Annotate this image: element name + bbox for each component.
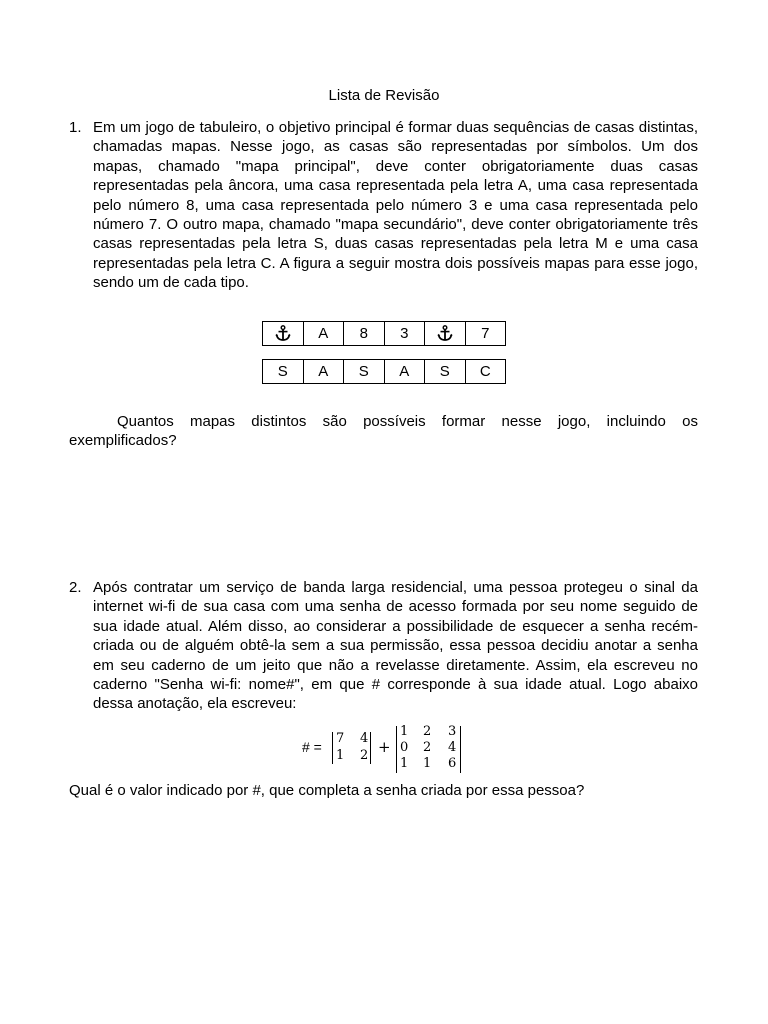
map-secundario-cell: C (465, 359, 507, 384)
map-principal-cell: 7 (465, 321, 507, 346)
question-2-number: 2. (69, 579, 82, 596)
map-secundario-cell: A (303, 359, 345, 384)
matrix-b-cell: 2 (423, 724, 432, 739)
matrix-b-cell: 1 (400, 724, 409, 739)
map-secundario-cell: S (424, 359, 466, 384)
question-1-line: Em um jogo de tabuleiro, o objetivo principal é formar duas sequências de casas distintas, (93, 119, 698, 136)
question-2-line: criada ou de alguém obtê-la sem a sua permissão, essa pessoa decidiu anotar a senha (93, 637, 698, 655)
map-principal-cell (262, 321, 304, 346)
formula-lhs: # = (302, 739, 322, 755)
matrix-b-cell: 1 (400, 756, 409, 771)
matrix-a-cell: 2 (360, 748, 369, 763)
determinant-formula (302, 726, 472, 774)
anchor-icon (275, 325, 291, 342)
matrix-b-cell: 1 (423, 756, 432, 771)
question-2-line: sua idade atual. Além disso, ao considerar a possibilidade de esquecer a senha recém- (93, 617, 698, 635)
question-1-line: pelo número 8, uma casa representada pelo número 3 e uma casa representada pelo (93, 196, 698, 214)
question-1-line: representadas pela letra C. A figura a seguir mostra dois possíveis mapas para esse jogo, (93, 254, 698, 272)
matrix-a-cell: 7 (336, 731, 345, 746)
matrix-a-cell: 1 (336, 748, 345, 763)
matrix-b-right-bar (460, 726, 461, 773)
matrix-a-right-bar (370, 732, 371, 764)
question-1-line: representadas pela âncora, uma casa representada pela letra A, uma casa representada (93, 177, 698, 195)
map-principal-cell (424, 321, 466, 346)
question-1-line: mapas, chamado "mapa principal", deve conter obrigatoriamente duas casas (93, 157, 698, 175)
question-1-line: sendo um de cada tipo. (93, 274, 249, 292)
question-1-line: chamadas mapas. Nesse jogo, as casas são representadas por símbolos. Um dos (93, 138, 698, 156)
matrix-b-left-bar (396, 726, 397, 773)
matrix-a-left-bar (332, 732, 333, 764)
question-1-prompt (69, 412, 698, 451)
map-secundario-cell: S (343, 359, 385, 384)
question-2-line: internet wi-fi de sua casa com uma senha de acesso formada por seu nome seguido de (93, 598, 698, 616)
question-1-line: número 7. O outro mapa, chamado "mapa secundário", deve conter obrigatoriamente três (93, 216, 698, 234)
matrix-a-cell: 4 (360, 731, 369, 746)
map-principal-cell: A (303, 321, 345, 346)
question-2-line: em seu caderno de um jeito que não a revelasse diretamente. Assim, ela escreveu no (93, 656, 698, 674)
question-2-line: Após contratar um serviço de banda larga residencial, uma pessoa protegeu o sinal da (93, 579, 698, 596)
map-secundario-cell: A (384, 359, 426, 384)
question-2-text (93, 578, 698, 714)
formula-plus: + (378, 738, 391, 756)
question-2-line: dessa anotação, ela escreveu: (93, 695, 297, 713)
question-1-prompt-line: Quantos mapas distintos são possíveis formar nesse jogo, incluindo os (117, 413, 698, 430)
question-1-text (93, 118, 698, 293)
map-principal-cell: 8 (343, 321, 385, 346)
matrix-b-cell: 2 (423, 740, 432, 755)
question-1-line: casas representadas pela letra S, duas casas representadas pela letra M e uma casa (93, 235, 698, 253)
matrix-b-cell: 4 (448, 740, 457, 755)
map-principal-cell: 3 (384, 321, 426, 346)
question-1-number: 1. (69, 119, 82, 136)
map-principal (262, 321, 506, 346)
page-title: Lista de Revisão (328, 87, 440, 104)
map-secundario (262, 359, 506, 384)
anchor-icon (437, 325, 453, 342)
matrix-b-cell: 3 (448, 724, 457, 739)
matrix-b-cell: 6 (448, 756, 457, 771)
question-1-prompt-line: exemplificados? (69, 432, 177, 450)
question-2-line: caderno "Senha wi-fi: nome#", em que # corresponde à sua idade atual. Logo abaixo (93, 676, 698, 694)
question-2-prompt: Qual é o valor indicado por #, que completa a senha criada por essa pessoa? (69, 782, 585, 799)
map-secundario-cell: S (262, 359, 304, 384)
matrix-b-cell: 0 (400, 740, 409, 755)
